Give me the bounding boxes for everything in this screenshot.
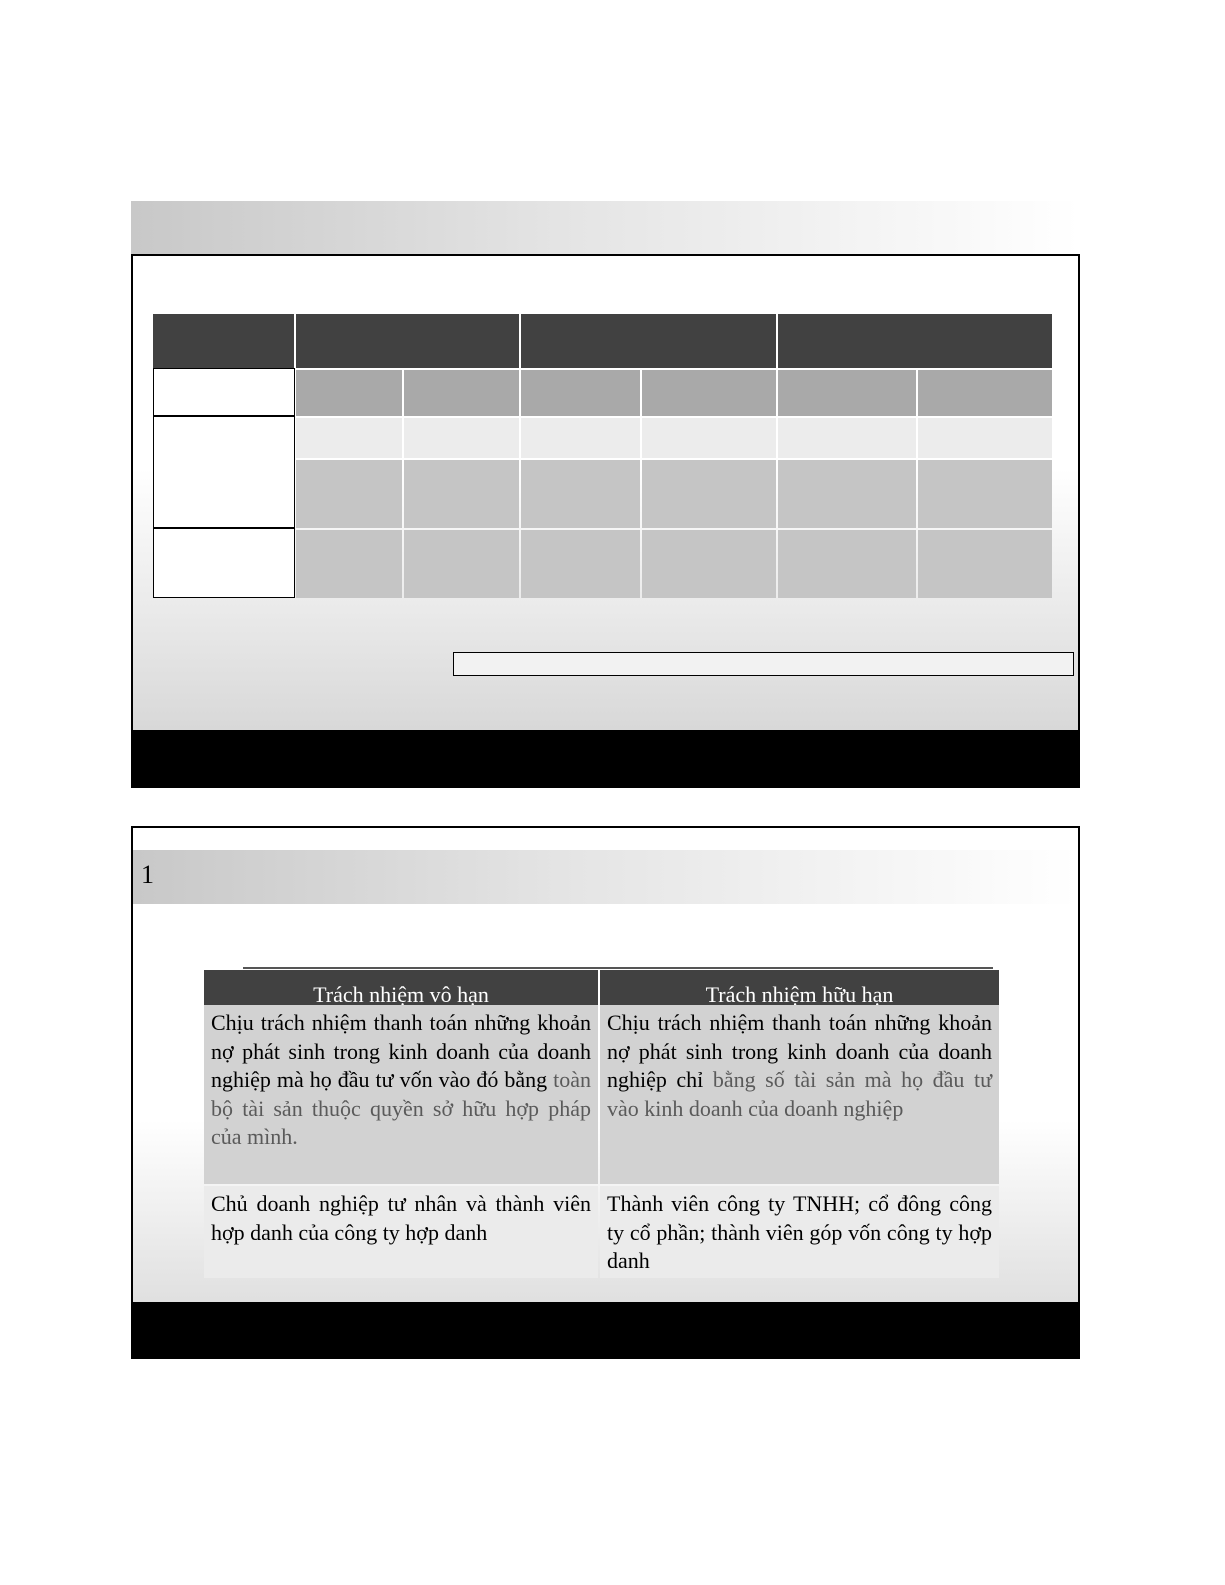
cell-unlimited-subjects — [204, 1186, 598, 1278]
table-cell — [778, 418, 916, 458]
cell-unlimited-definition — [204, 1005, 598, 1184]
table-note-box — [453, 652, 1074, 676]
table-row-label — [153, 416, 295, 528]
table-cell — [778, 460, 916, 528]
table-cell — [778, 530, 916, 598]
table-header-cell — [521, 314, 776, 368]
slide-title-number: 1 — [141, 860, 154, 889]
table-cell — [918, 530, 1052, 598]
table-subheader-cell — [521, 370, 640, 416]
table-cell — [404, 530, 519, 598]
table-cell — [642, 460, 776, 528]
table-cell — [918, 460, 1052, 528]
table-cell — [521, 418, 640, 458]
table-cell — [642, 530, 776, 598]
table-cell — [296, 530, 402, 598]
table-cell — [296, 460, 402, 528]
table-row-label — [153, 528, 295, 598]
slide-2 — [131, 826, 1080, 1359]
slide-1-title-bar — [131, 201, 1080, 254]
cell-text: Chủ doanh nghiệp tư nhân và thành viên hợp danh của công ty hợp danh — [211, 1191, 591, 1245]
header-limited-liability: Trách nhiệm hữu hạn — [600, 970, 999, 1005]
table-header-cell — [778, 314, 1052, 368]
slide-2-footer-bar — [131, 1302, 1080, 1359]
table-cell — [404, 460, 519, 528]
table-row-label — [153, 368, 295, 416]
table-subheader-cell — [778, 370, 916, 416]
table-subheader-cell — [642, 370, 776, 416]
table-cell — [521, 460, 640, 528]
slide-1-footer-bar — [131, 732, 1080, 788]
table-cell — [642, 418, 776, 458]
table-cell — [296, 418, 402, 458]
table-cell — [404, 418, 519, 458]
cell-limited-subjects — [600, 1186, 999, 1278]
slide-2-title-bar — [133, 850, 1078, 904]
slide-1 — [131, 201, 1080, 788]
header-unlimited-liability: Trách nhiệm vô hạn — [204, 970, 598, 1005]
table-subheader-cell — [296, 370, 402, 416]
cell-limited-definition — [600, 1005, 999, 1184]
table-cell — [918, 418, 1052, 458]
table-cell — [521, 530, 640, 598]
cell-text: Chịu trách nhiệm thanh toán những khoản nợ phát sinh trong kinh doanh của doanh nghiệp mà họ đầu tư vốn vào đó bằng — [211, 1010, 591, 1092]
table-subheader-cell — [918, 370, 1052, 416]
cell-text-muted: toàn bộ tài sản thuộc quyền sở hữu hợp pháp của mình. — [211, 1067, 592, 1149]
table-header-cell — [153, 314, 294, 368]
table-subheader-cell — [404, 370, 519, 416]
cell-text: Thành viên công ty TNHH; cổ đông công ty cổ phần; thành viên góp vốn công ty hợp danh — [607, 1191, 992, 1273]
table-header-cell — [296, 314, 519, 368]
table-top-rule — [243, 967, 993, 969]
cell-text: Chịu trách nhiệm thanh toán những khoản nợ phát sinh trong kinh doanh của doanh nghiệp chỉ — [607, 1010, 992, 1092]
cell-text-muted: bằng số tài sản mà họ đầu tư vào kinh doanh của doanh nghiệp — [607, 1067, 992, 1121]
slide-1-content-frame — [131, 254, 1080, 732]
